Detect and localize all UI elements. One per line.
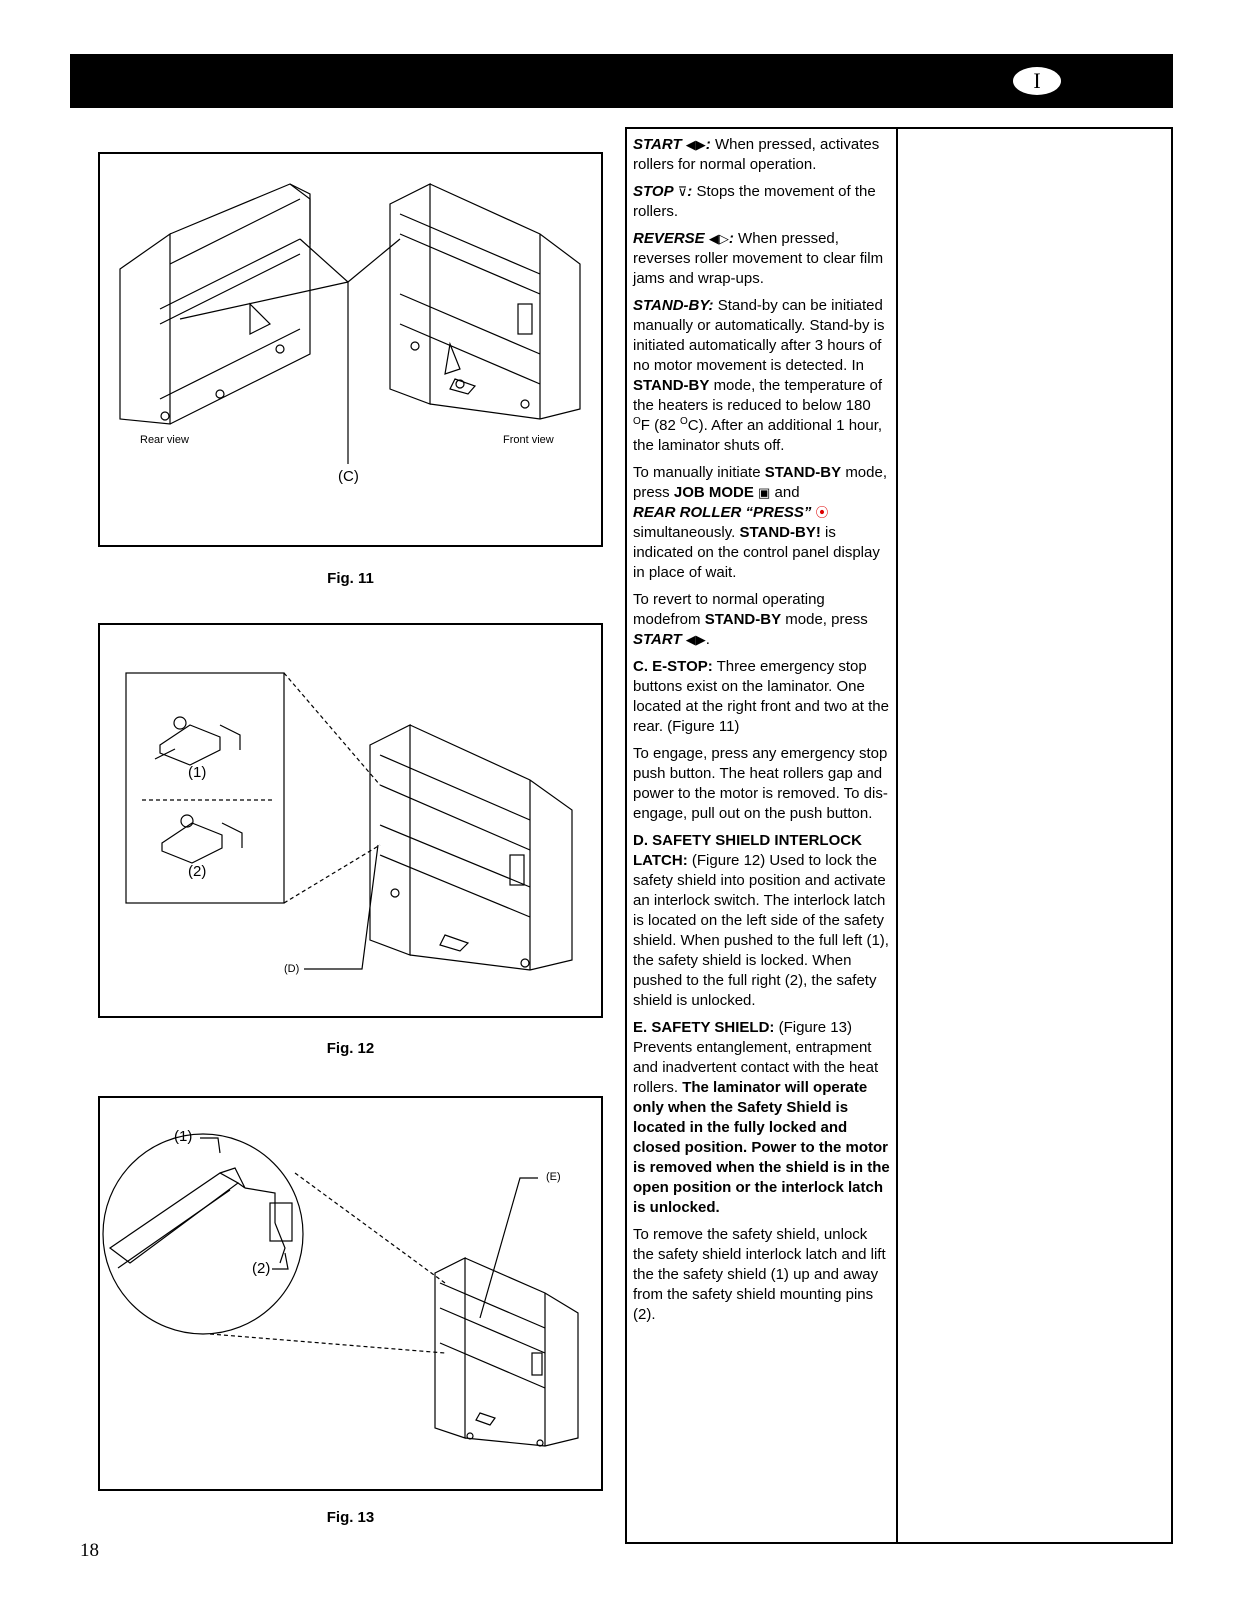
rear-press-icon: ⦿ <box>815 505 829 520</box>
degree-sup: O <box>633 416 641 427</box>
standby-paragraph <box>633 296 891 456</box>
manual-mid: mode, press <box>633 464 888 501</box>
revert-bold: STAND-BY <box>704 611 782 628</box>
standby-body-a: Stand-by can be initiated manually or automatically. Stand-by is initiated automatically after 3 hours of no motor movement is detected. In <box>633 297 885 374</box>
stop-body: Stops the movement of the rollers. <box>633 183 876 220</box>
revert-pre: To revert to normal operating modefrom <box>633 591 825 628</box>
front-view-label: Front view <box>503 434 554 446</box>
standby-title: STAND-BY: <box>633 297 714 314</box>
standby-body-b: mode, the temperature of the heaters is reduced to below 180 <box>633 377 882 414</box>
reverse-body: When pressed, reverses roller movement to clear film jams and wrap-ups. <box>633 230 884 287</box>
text-panel <box>625 127 1173 1544</box>
manual-post-b: is indicated on the control panel display in place of wait. <box>633 524 880 581</box>
revert-start: START <box>633 631 682 648</box>
estop-title: C. E-STOP: <box>633 658 713 675</box>
latch-paragraph <box>633 831 891 1011</box>
page-number: 18 <box>80 1540 99 1561</box>
start-icon: ◀▶ <box>685 137 706 152</box>
job-mode-icon: ▣ <box>758 485 771 500</box>
stop-paragraph: STOP ⊽: Stops the movement of the rollers. <box>633 183 876 220</box>
start-paragraph: START ◀▶: When pressed, activates rollers for normal operation. <box>633 136 880 173</box>
reverse-icon: ◀▷ <box>708 231 729 246</box>
text-column <box>633 135 891 1332</box>
shield-title: E. SAFETY SHIELD: <box>633 1019 775 1036</box>
section-badge: I <box>1013 67 1061 95</box>
fig11-caption: Fig. 11 <box>327 570 374 587</box>
start-body: When pressed, activates rollers for normal operation. <box>633 136 880 173</box>
column-divider <box>896 129 898 1542</box>
job-mode-label: JOB MODE <box>673 484 754 501</box>
unit-c: C). After an additional 1 hour, the laminator shuts off. <box>633 417 883 454</box>
degree-sup: O <box>679 416 688 427</box>
rear-press-label: REAR ROLLER “PRESS” <box>633 504 812 521</box>
revert-mid: mode, press <box>785 611 868 628</box>
laminator-rear-front-illustration <box>100 154 601 545</box>
standby-bold: STAND-BY <box>633 377 710 394</box>
reverse-title: REVERSE <box>633 230 705 247</box>
callout-2: (2) <box>188 863 207 880</box>
shield-paragraph-2: To remove the safety shield, unlock the safety shield interlock latch and lift the the safety shield (1) up and away from the safety shield mounting pins (2). <box>633 1226 886 1323</box>
figure-13 <box>98 1096 603 1491</box>
manual-pre: To manually initiate <box>633 464 761 481</box>
shield-warning: The laminator will operate only when the Safety Shield is located in the fully locked and closed position. Power to the motor is removed when the shield is in the open position or the interlock latch is unlocked. <box>633 1079 890 1216</box>
stop-icon: ⊽ <box>677 184 688 199</box>
shield-body: (Figure 13) Prevents entanglement, entrapment and inadvertent contact with the heat rollers. <box>633 1019 879 1096</box>
latch-body: (Figure 12) Used to lock the safety shield into position and activate an interlock switch. The interlock latch is located on the left side of the safety shield. When pushed to the full left (1), the safety shield is locked. When pushed to the full right (2), the safety shield is unlocked. <box>633 852 889 1009</box>
shield-paragraph <box>633 1018 891 1218</box>
interlock-latch-illustration <box>100 625 601 1016</box>
stop-title: STOP <box>633 183 674 200</box>
reverse-paragraph: REVERSE ◀▷: When pressed, reverses roller movement to clear film jams and wrap-ups. <box>633 230 884 287</box>
callout-d: (D) <box>284 963 300 975</box>
manual-and: and <box>774 484 800 501</box>
figure-12 <box>98 623 603 1018</box>
fig13-caption: Fig. 13 <box>326 1509 375 1526</box>
start-title: START <box>633 136 682 153</box>
estop-paragraph-2: To engage, press any emergency stop push button. The heat rollers gap and power to the motor is removed. To dis-engage, pull out on the push button. <box>633 745 888 822</box>
safety-shield-illustration <box>100 1098 601 1489</box>
header-bar <box>70 54 1173 108</box>
latch-title: D. SAFETY SHIELD INTERLOCK LATCH: <box>633 832 862 869</box>
callout-1: (1) <box>188 764 207 781</box>
revert-paragraph: To revert to normal operating modefrom STAND-BY mode, press START ◀▶. <box>633 591 868 648</box>
unit-f: F <box>640 417 650 434</box>
callout-e: (E) <box>546 1171 561 1183</box>
callout-1: (1) <box>174 1128 193 1145</box>
estop-body: Three emergency stop buttons exist on the laminator. One located at the right front and two at the rear. (Figure 11) <box>633 658 889 735</box>
rear-view-label: Rear view <box>140 434 189 446</box>
standby-body-c: (82 <box>654 417 676 434</box>
manual-bold1: STAND-BY <box>764 464 842 481</box>
figure-11 <box>98 152 603 547</box>
start-icon: ◀▶ <box>685 632 706 647</box>
manual-paragraph <box>633 463 891 583</box>
estop-paragraph <box>633 657 891 737</box>
manual-bold2: STAND-BY! <box>739 524 821 541</box>
fig12-caption: Fig. 12 <box>326 1040 375 1057</box>
callout-2: (2) <box>252 1260 271 1277</box>
manual-post-a: simultaneously. <box>633 524 736 541</box>
callout-c: (C) <box>338 468 359 485</box>
